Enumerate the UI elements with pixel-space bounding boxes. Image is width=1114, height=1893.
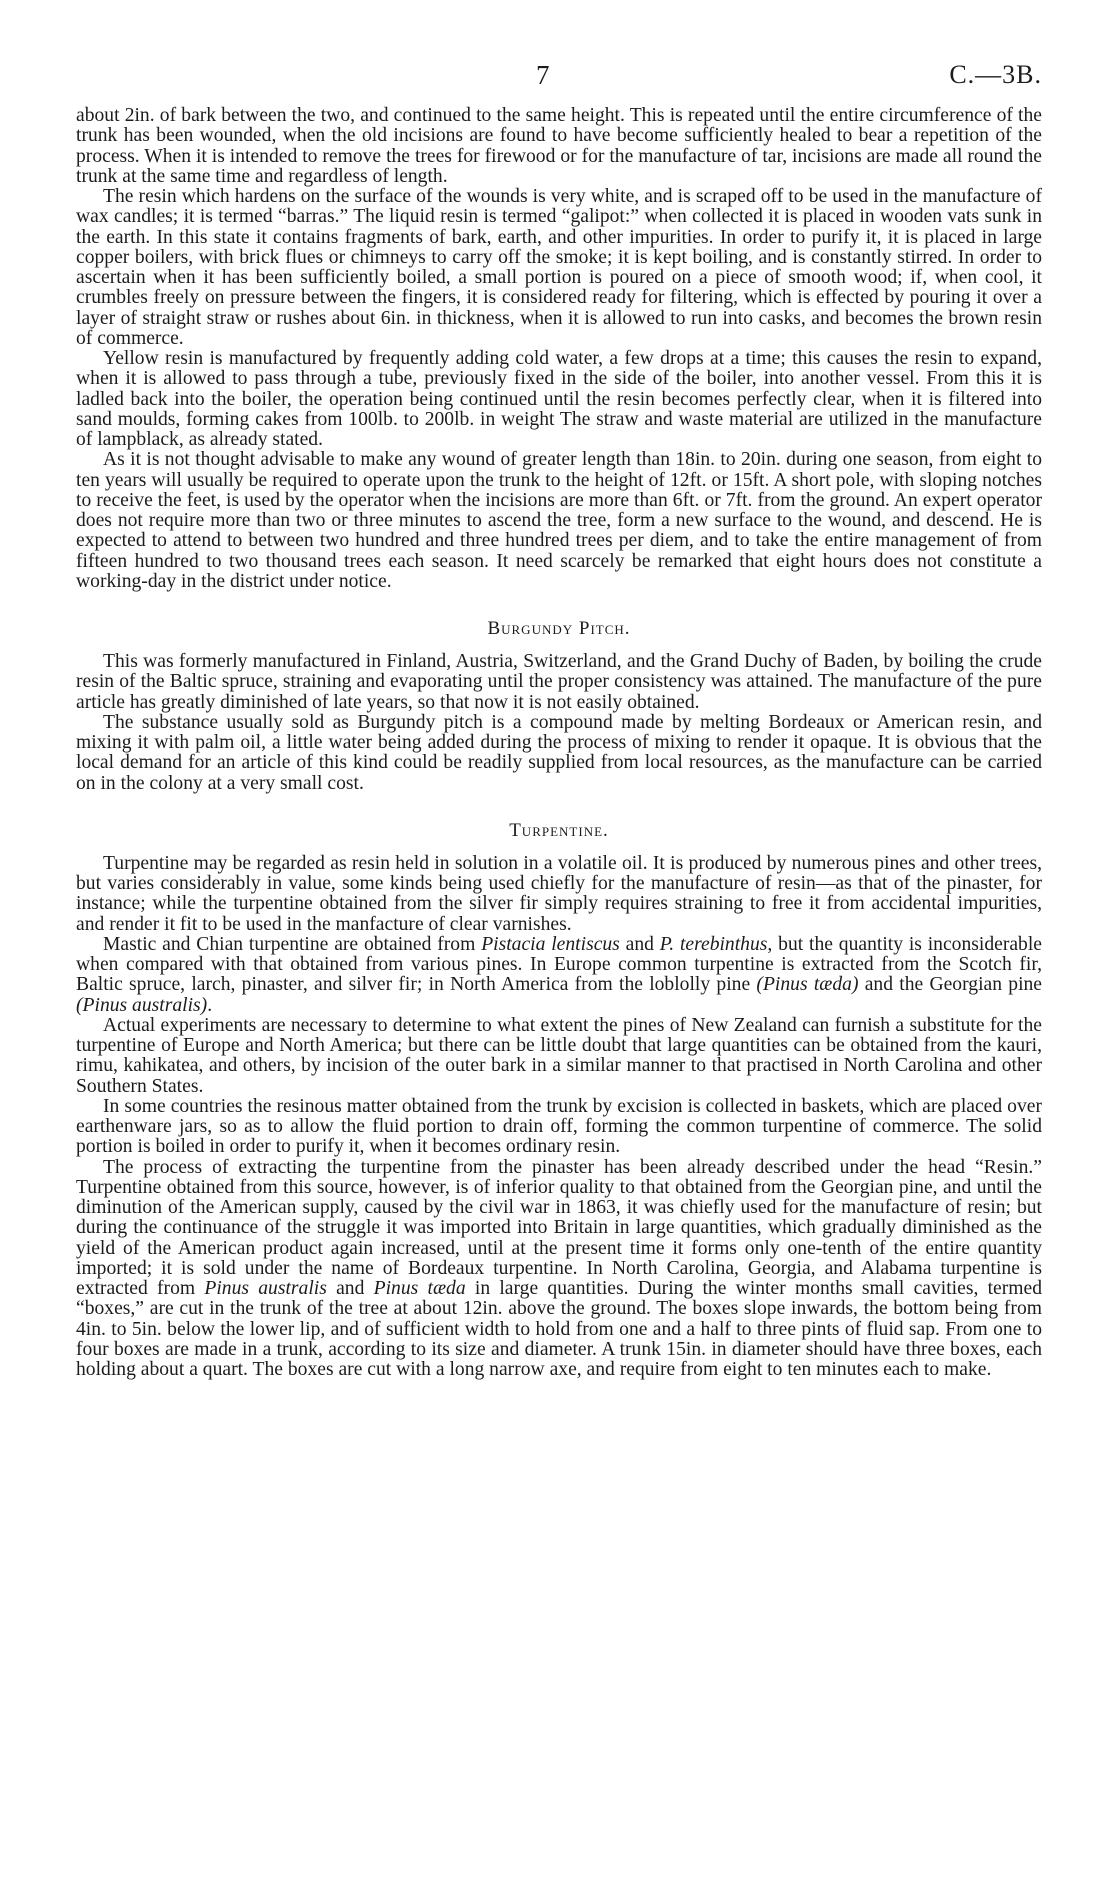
- paragraph: In some countries the resinous matter obtained from the trunk by excision is collected in baskets, which are placed over earthenware jars, so as to allow the fluid portion to drain off, forming the common turpentine of commerce. The solid portion is boiled in order to purify it, when it becomes ordinary resin.: [76, 1095, 1042, 1158]
- paragraph: The resin which hardens on the surface of the wounds is very white, and is scraped off to be used in the manufacture of wax candles; it is termed “barras.” The liquid resin is termed “galipot:” when collected it is placed in wooden vats sunk in the earth. In this state it contains fragments of bark, earth, and other impurities. In order to purify it, it is placed in large copper boilers, with brick flues or chimneys to carry off the smoke; it is kept boiling, and is constantly stirred. In order to ascertain when it has been sufficiently boiled, a small portion is poured on a piece of smooth wood; if, when cool, it crumbles freely on pressure between the fingers, it is considered ready for filtering, which is effected by pouring it over a layer of straight straw or rushes about 6in. in thickness, when it is allowed to run into casks, and becomes the brown resin of commerce.: [76, 186, 1042, 349]
- section-heading: Turpentine.: [509, 819, 609, 841]
- paragraph: The substance usually sold as Burgundy pitch is a compound made by melting Bordeaux or American resin, and mixing it with palm oil, a little water being added during the process of mixing to render it opaque. It is obvious that the local demand for an article of this kind could be readily supplied from local resources, as the manufacture can be carried on in the colony at a very small cost.: [76, 711, 1042, 794]
- paragraph: Yellow resin is manufactured by frequently adding cold water, a few drops at a time; this causes the resin to expand, when it is allowed to pass through a tube, previously fixed in the side of the boiler, into another vessel. From this it is ladled back into the boiler, the operation being continued until the resin becomes perfectly clear, when it is filtered into sand moulds, forming cakes from 100lb. to 200lb. in weight The straw and waste material are utilized in the manufacture of lampblack, as already stated.: [76, 348, 1042, 450]
- paragraph: Turpentine may be regarded as resin held in solution in a volatile oil. It is produced by numerous pines and other trees, but varies considerably in value, some kinds being used chiefly for the manufacture of resin—as that of the pinaster, for instance; while the turpentine obtained from the silver fir simply requires straining to free it from accidental impurities, and render it fit to be used in the manfacture of clear varnishes.: [76, 852, 1042, 935]
- paragraph: This was formerly manufactured in Finland, Austria, Switzerland, and the Grand Duchy of Baden, by boiling the crude resin of the Baltic spruce, straining and evaporating until the proper consistency was attained. The manufacture of the pure article has greatly diminished of late years, so that now it is not easily obtained.: [76, 651, 1042, 713]
- paragraph: As it is not thought advisable to make any wound of greater length than 18in. to 20in. during one season, from eight to ten years will usually be required to operate upon the trunk to the height of 12ft. or 15ft. A short pole, with sloping notches to receive the feet, is used by the operator when the incisions are more than 6ft. or 7ft. from the ground. An expert operator does not require more than two or three minutes to ascend the tree, form a new surface to the wound, and descend. He is expected to attend to between two hundred and three hundred trees per diem, and to take the entire management of from fifteen hundred to two thousand trees each season. It need scarcely be remarked that eight hours does not constitute a working-day in the district under notice.: [76, 449, 1042, 592]
- paragraph: The process of extracting the turpentine from the pinaster has been already described under the head “Resin.” Turpentine obtained from this source, however, is of inferior quality to that obtained from the Georgian pine, and until the diminution of the American supply, caused by the civil war in 1863, it was chiefly used for the manufacture of resin; but during the continuance of the struggle it was imported into Britain in large quantities, which gradually diminished as the yield of the American product again increased, until at the present time it forms only one-tenth of the entire quantity imported; it is sold under the name of Bordeaux turpentine. In North Carolina, Georgia, and Alabama turpentine is extracted from Pinus australis and Pinus tæda in large quantities. During the winter months small cavities, termed “boxes,” are cut in the trunk of the tree at about 12in. above the ground. The boxes slope inwards, the bottom being from 4in. to 5in. below the lower lip, and of sufficient width to hold from one and a half to three pints of fluid sap. From one to four boxes are made in a trunk, according to its size and diameter. A trunk 15in. in diameter should have three boxes, each holding about a quart. The boxes are cut with a long narrow axe, and require from eight to ten minutes each to make.: [76, 1156, 1042, 1380]
- document-reference: C.—3B.: [949, 60, 1042, 89]
- page-number: 7: [536, 60, 550, 90]
- section-resin-continued: [76, 106, 1042, 592]
- paragraph: about 2in. of bark between the two, and continued to the same height. This is repeated until the entire circumference of the trunk has been wounded, when the old incisions are found to have become sufficiently healed to bear a repetition of the process. When it is intended to remove the trees for firewood or for the manufacture of tar, incisions are made all round the trunk at the same time and regardless of length.: [76, 105, 1042, 187]
- paragraph: Mastic and Chian turpentine are obtained from Pistacia lentiscus and P. terebinthus, but the quantity is inconsiderable when compared with that obtained from various pines. In Europe common turpentine is extracted from the Scotch fir, Baltic spruce, larch, pinaster, and silver fir; in North America from the loblolly pine (Pinus tæda) and the Georgian pine (Pinus australis).: [76, 933, 1043, 1016]
- page-header: [76, 60, 1042, 106]
- paragraph: Actual experiments are necessary to determine to what extent the pines of New Zealand can furnish a substitute for the turpentine of Europe and North America; but there can be little doubt that large quantities can be obtained from the kauri, rimu, kahikatea, and others, by incision of the outer bark in a similar manner to that practised in North Carolina and other Southern States.: [76, 1014, 1042, 1097]
- section-burgundy-pitch: [76, 618, 1042, 794]
- section-turpentine: [76, 820, 1042, 1381]
- section-heading: Burgundy Pitch.: [487, 618, 631, 639]
